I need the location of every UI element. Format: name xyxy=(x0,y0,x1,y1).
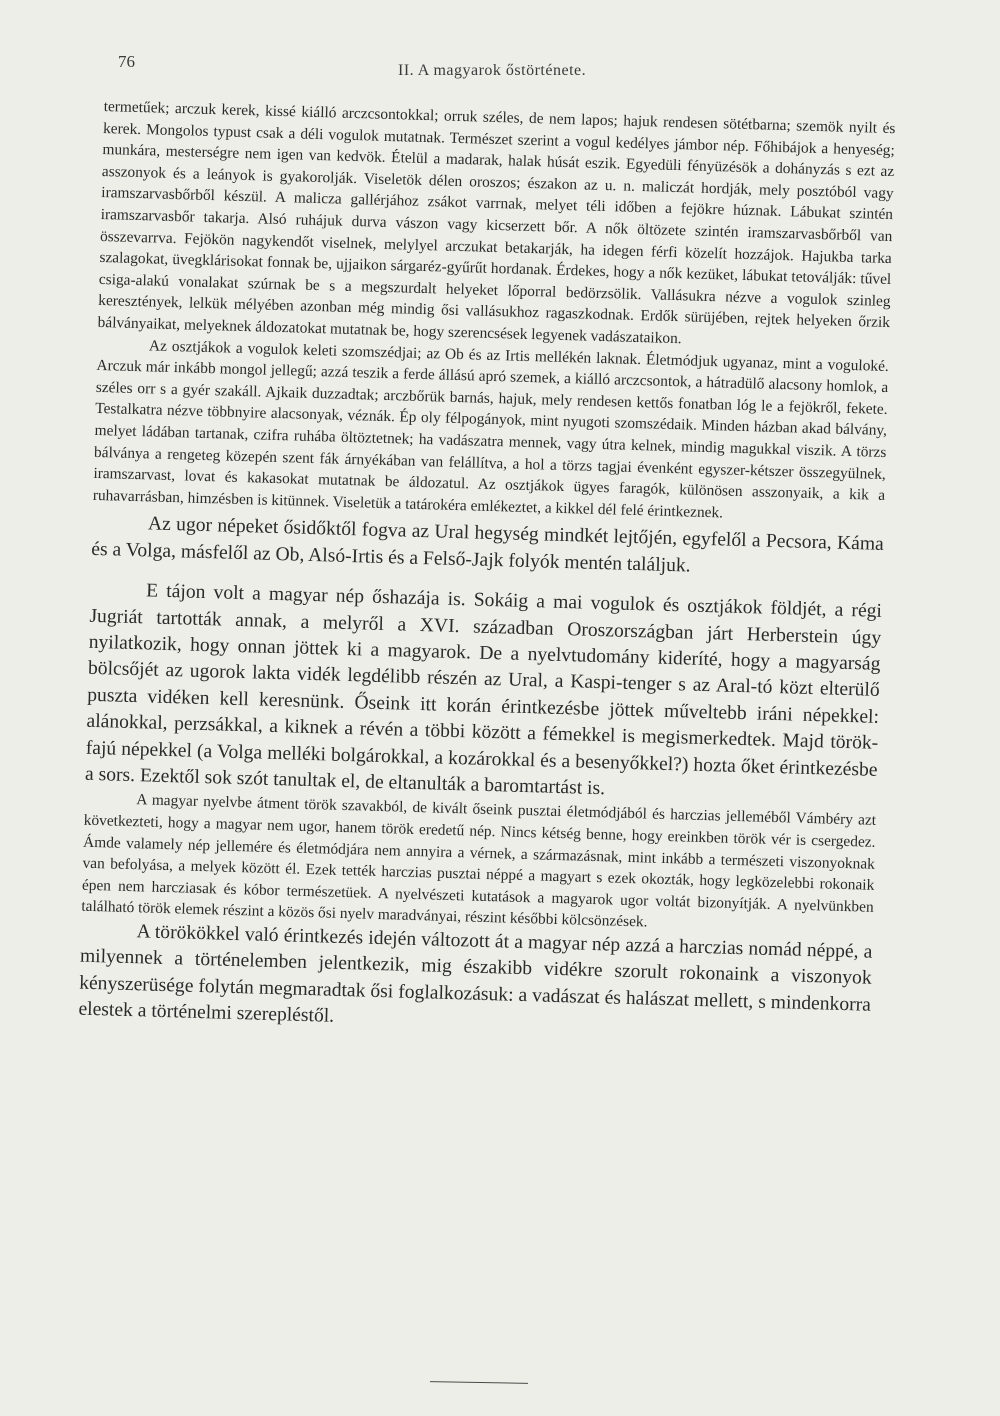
running-title: II. A magyarok őstörténete. xyxy=(398,62,587,79)
paragraph-ostyak-description: Az osztjákok a vogulok keleti szomszédjai; az Ob és az Irtis mellékén laknak. Életmódjuk ugyanaz, mint a voguloké. Arczuk már inkább mongol jellegű; azzá teszik a ferde állású apró szemek, a kiálló arczcsontok, a hátradülő alacsony homlok, a széles orr s a gyér szakáll. Ajkaik duzzadtak; arczbőrük barnás, hajuk, mely rendesen kettős fonatban lóg le a fejökről, fekete. Testalkatra nézve többnyire alacsonyak, véznák. Ép oly félpogányok, mint nyugoti szomszédaik. Minden házban akad bálvány, melyet ládában tartanak, czifra ruhába öltöztetnek; ha vadászatra mennek, vagy útra kelnek, mindig magukkal viszik. A törzs bálványa a rengeteg közepén szent fák árnyékában van felállítva, a hol a törzs tagjai évenként egyszer-kétszer összegyülnek, iramszarvast, lovat és kakasokat mutatnak be áldozatul. Az osztjákok ügyes faragók, különösen asszonyaik, a kik a ruhavarrásban, himzésben is kitünnek. Viseletük a tatárokéra emlékeztet, a kikkel dél felé érintkeznek. xyxy=(92,336,890,522)
small-print-section xyxy=(93,96,896,528)
paragraph-ugor-peoples: Az ugor népeket ősidőktől fogva az Ural hegység mindkét lejtőjén, egyfelől a Pecsora, Káma és a Volga, másfelől az Ob, Alsó-Irtis és a Felső-Jajk folyók mentén találjuk. xyxy=(91,513,885,577)
section-divider xyxy=(430,1381,528,1384)
page-body xyxy=(78,96,896,1045)
paragraph-ancient-homeland: E tájon volt a magyar nép őshazája is. Sokáig a mai vogulok és osztjákok földjét, a régi Jugriát tartották annak, a melyről a XVI. században Oroszországban járt Herberstein úgy nyilatkozik, hogy onnan jöttek ki a magyarok. De a nyelvtudomány kideríté, hogy a magyarság bölcsőjét az ugorok lakta vidék legdélibb részén az Ural, a Kaspi-tenger s az Aral-tó közt elterülő puszta vidéken kell keresnünk. Őseink itt korán érintkezésbe jöttek műveltebb iráni népekkel: alánokkal, perzsákkal, a kiknek a révén a többi között a fémekkel is megismerkedtek. Majd török-fajú népekkel (a Volga melléki bolgárokkal, a kozárokkal és a besenyőkkel?) hozta őket érintkezésbe a sors. Ezektől sok szót tanultak el, de eltanulták a baromtartást is. xyxy=(84,580,883,800)
paragraph-vambery-theory: A magyar nyelvbe átment török szavakból, de kivált őseink pusztai életmódjából és harczias jelleméből Vámbéry azt következteti, hogy a magyar nem ugor, hanem török eredetű nép. Nincs kétség benne, hogy ereinkben török vér is csergedez. Ámde valamely nép jellemére és életmódjára nem annyira a vérnek, a származásnak, mint inkább a természeti viszonyoknak van befolyása, a melyek között él. Ezek tették harczias pusztai néppé a magyart s ezek okozták, hogy legközelebbi rokonaik épen nem harcziasak és kóbor természetüek. A nyelvészeti kutatások a magyarok ugor voltát bizonyítják. A nyelvünkben található török elemek részint a közös ősi nyelv maradványai, részint későbbi kölcsönzések. xyxy=(81,791,877,931)
small-print-section-2 xyxy=(81,788,876,940)
paragraph-nomad-transformation: A törökökkel való érintkezés idején változott át a magyar nép azzá a harczias nomád néppé, a milyennek a történelemben jelentkezik, mig északibb vidékre szorult rokonaink a viszonyok kényszerüsége folytán megmaradtak ősi foglalkozásuk: a vadászat és halászat mellett, s mindenkorra elestek a történelmi szerepléstől. xyxy=(78,921,873,1027)
main-text-section-2 xyxy=(78,918,873,1046)
paragraph-vogul-description: termetűek; arczuk kerek, kissé kiálló arczcsontokkal; orruk széles, de nem lapos; hajuk rendesen sötétbarna; szemök nyilt és kerek. Mongolos typust csak a déli vogulok mutatnak. Természet szerint a vogul kedélyes jámbor nép. Főhibájok a henyeség; munkára, mesterségre nem igen van kedvök. Ételül a madarak, halak húsát eszik. Egyedüli fényüzésök a dohányzás s ezt az asszonyok és a leányok is gyakorolják. Viseletök délen oroszos; északon az u. n. maliczát hordják, mely posztóból vagy iramszarvasbőrből készül. A malicza gallérjához zsákot varrnak, melyet téli időben a fejökre húznak. Lábukat szintén iramszarvasbőr takarja. Alsó ruhájuk durva vászon vagy kicserzett bőr. A nők öltözete szintén iramszarvasbőrből van összevarrva. Fejökön nagykendőt viselnek, melylyel arczukat betakarják, ha idegen férfi közelít hozzájok. Hajukba tarka szalagokat, üvegklárisokat fonnak be, ujjaikon sárgaréz-gyűrűt hordanak. Érdekes, hogy a nők kezüket, lábukat tetoválják: tűvel csiga-alakú vonalakat szúrnak be s a megszurdalt helyeket lőporral bedörzsölik. Vallásukra nézve a vogulok szinleg keresztények, lelkük mélyében azonban még mindig ősi vallásukhoz ragaszkodnak. Erdők sürüjében, rejtek helyeken őrzik bálványaikat, melyeknek áldozatokat mutatnak be, hogy szerencsések legyenek vadászataikon. xyxy=(97,97,896,348)
page-number: 76 xyxy=(118,52,135,71)
main-text-section xyxy=(85,510,884,810)
page-header xyxy=(118,52,898,82)
